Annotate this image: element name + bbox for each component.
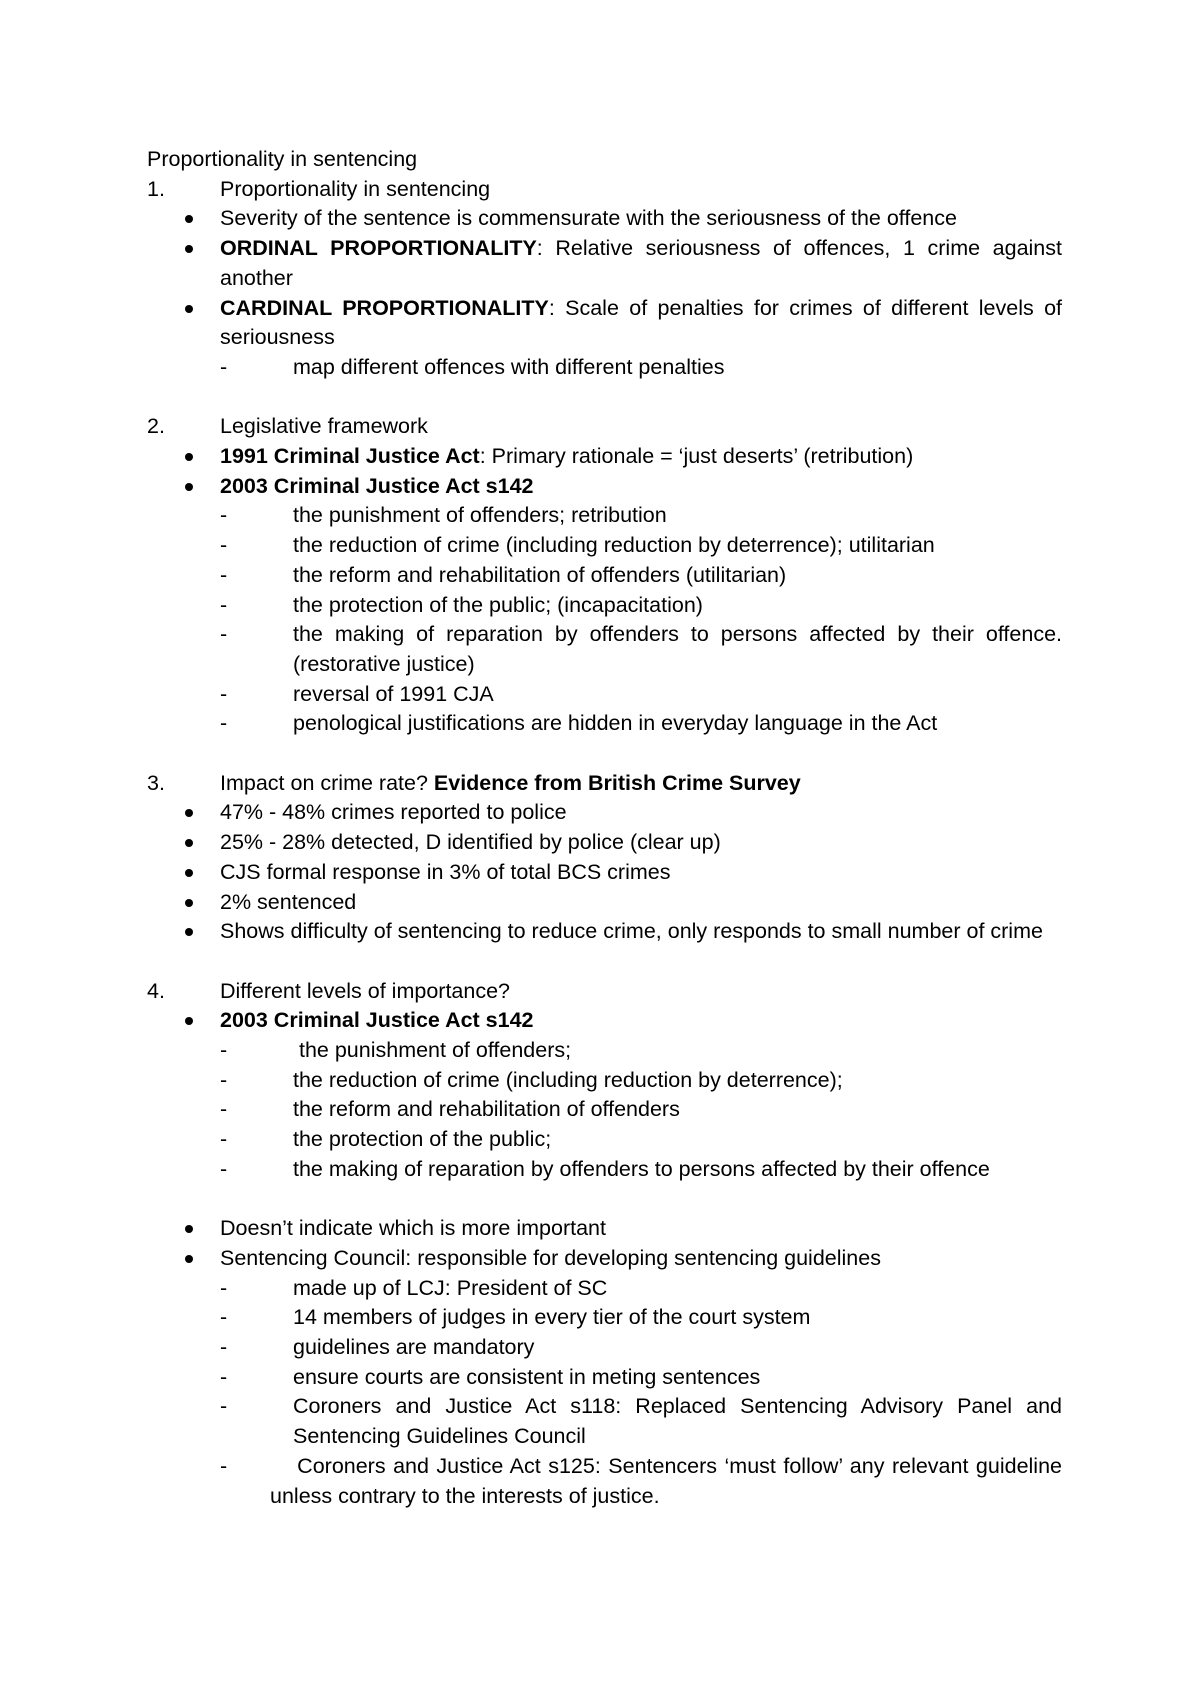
dash-item: - the reform and rehabilitation of offenders (utilitarian) — [147, 561, 1062, 591]
dash-item: - ensure courts are consistent in meting sentences — [147, 1363, 1062, 1393]
dash-item: - reversal of 1991 CJA — [147, 680, 1062, 710]
dash-item: - the reduction of crime (including reduction by deterrence); — [147, 1066, 1062, 1096]
dash-item: - the reform and rehabilitation of offenders — [147, 1095, 1062, 1125]
section-heading-text: Proportionality in sentencing — [220, 176, 491, 201]
bullet-item — [147, 234, 1062, 293]
bullet-item — [147, 442, 1062, 472]
bullet-item — [147, 204, 1062, 234]
section-4 — [147, 977, 1062, 1512]
section-heading-bold: Evidence from British Crime Survey — [433, 770, 801, 795]
section-number: 1. — [147, 176, 165, 201]
section-heading — [147, 977, 1062, 1007]
final-paragraph-part1: Coroners and Justice Act s125: Sentencers ‘must follow’ any relevant guideline — [297, 1453, 1062, 1478]
bullet-list — [147, 1006, 1062, 1036]
bullet-item: CJS formal response in 3% of total BCS crimes — [147, 858, 1062, 888]
bullet-text: Severity of the sentence is commensurate with the seriousness of the offence — [220, 206, 957, 231]
section-3 — [147, 769, 1062, 947]
section-heading-text: Impact on crime rate? — [220, 770, 434, 795]
bullet-list — [147, 442, 1062, 501]
dash-item: - map different offences with different penalties — [147, 353, 1062, 383]
section-1 — [147, 175, 1062, 383]
document-body — [147, 145, 1062, 1511]
bullet-list — [147, 1214, 1062, 1273]
dash-list — [147, 353, 1062, 383]
bullet-item: 25% - 28% detected, D identified by police (clear up) — [147, 828, 1062, 858]
dash-list — [147, 1036, 1062, 1185]
bullet-list — [147, 204, 1062, 353]
bullet-bold-term: ORDINAL PROPORTIONALITY — [220, 236, 537, 261]
final-paragraph — [220, 1452, 1062, 1511]
section-number: 3. — [147, 770, 165, 795]
section-heading-text: Different levels of importance? — [220, 978, 510, 1003]
bullet-bold-term: 2003 Criminal Justice Act s142 — [220, 473, 534, 498]
bullet-item — [147, 472, 1062, 502]
section-number: 2. — [147, 414, 165, 439]
dash-item: - made up of LCJ: President of SC — [147, 1274, 1062, 1304]
bullet-bold-term: 2003 Criminal Justice Act s142 — [220, 1008, 534, 1033]
dash-item: - Coroners and Justice Act s118: Replaced Sentencing Advisory Panel and Sentencing Guidelines Council — [147, 1392, 1062, 1451]
bullet-item — [147, 1006, 1062, 1036]
bullet-item: Doesn’t indicate which is more important — [147, 1214, 1062, 1244]
final-paragraph-wrapper — [147, 1452, 1062, 1511]
section-heading — [147, 769, 1062, 799]
dash-marker: - — [220, 1453, 228, 1478]
final-paragraph-part2: unless contrary to the interests of justice. — [270, 1483, 660, 1508]
dash-item: - penological justifications are hidden in everyday language in the Act — [147, 709, 1062, 739]
section-number: 4. — [147, 978, 165, 1003]
bullet-item — [147, 294, 1062, 353]
dash-item: - the protection of the public; — [147, 1125, 1062, 1155]
bullet-text: : Scale of penalties for crimes of different levels of seriousness — [220, 295, 1062, 350]
bullet-bold-term: 1991 Criminal Justice Act — [220, 444, 480, 469]
bullet-item: 2% sentenced — [147, 888, 1062, 918]
section-2 — [147, 412, 1062, 739]
bullet-list — [147, 798, 1062, 947]
dash-item: - the making of reparation by offenders to persons affected by their offence — [147, 1155, 1062, 1185]
section-heading — [147, 412, 1062, 442]
dash-item: - the punishment of offenders; retribution — [147, 501, 1062, 531]
dash-item: - the punishment of offenders; — [147, 1036, 1062, 1066]
bullet-item: Shows difficulty of sentencing to reduce crime, only responds to small number of crime — [147, 917, 1062, 947]
dash-item: - guidelines are mandatory — [147, 1333, 1062, 1363]
dash-item: - 14 members of judges in every tier of the court system — [147, 1303, 1062, 1333]
section-heading-text: Legislative framework — [220, 414, 428, 439]
dash-item: - the reduction of crime (including reduction by deterrence); utilitarian — [147, 531, 1062, 561]
bullet-item: 47% - 48% crimes reported to police — [147, 798, 1062, 828]
dash-item: - the making of reparation by offenders to persons affected by their offence. (restorative justice) — [147, 620, 1062, 679]
bullet-bold-term: CARDINAL PROPORTIONALITY — [220, 295, 549, 320]
dash-list — [147, 501, 1062, 739]
bullet-item: Sentencing Council: responsible for developing sentencing guidelines — [147, 1244, 1062, 1274]
bullet-text: : Relative seriousness of offences, 1 crime against another — [220, 236, 1062, 290]
document-title: Proportionality in sentencing — [147, 147, 418, 171]
section-heading — [147, 175, 1062, 205]
dash-list — [147, 1274, 1062, 1452]
bullet-text: : Primary rationale = ‘just deserts’ (retribution) — [479, 444, 914, 469]
dash-item: - the protection of the public; (incapacitation) — [147, 591, 1062, 621]
